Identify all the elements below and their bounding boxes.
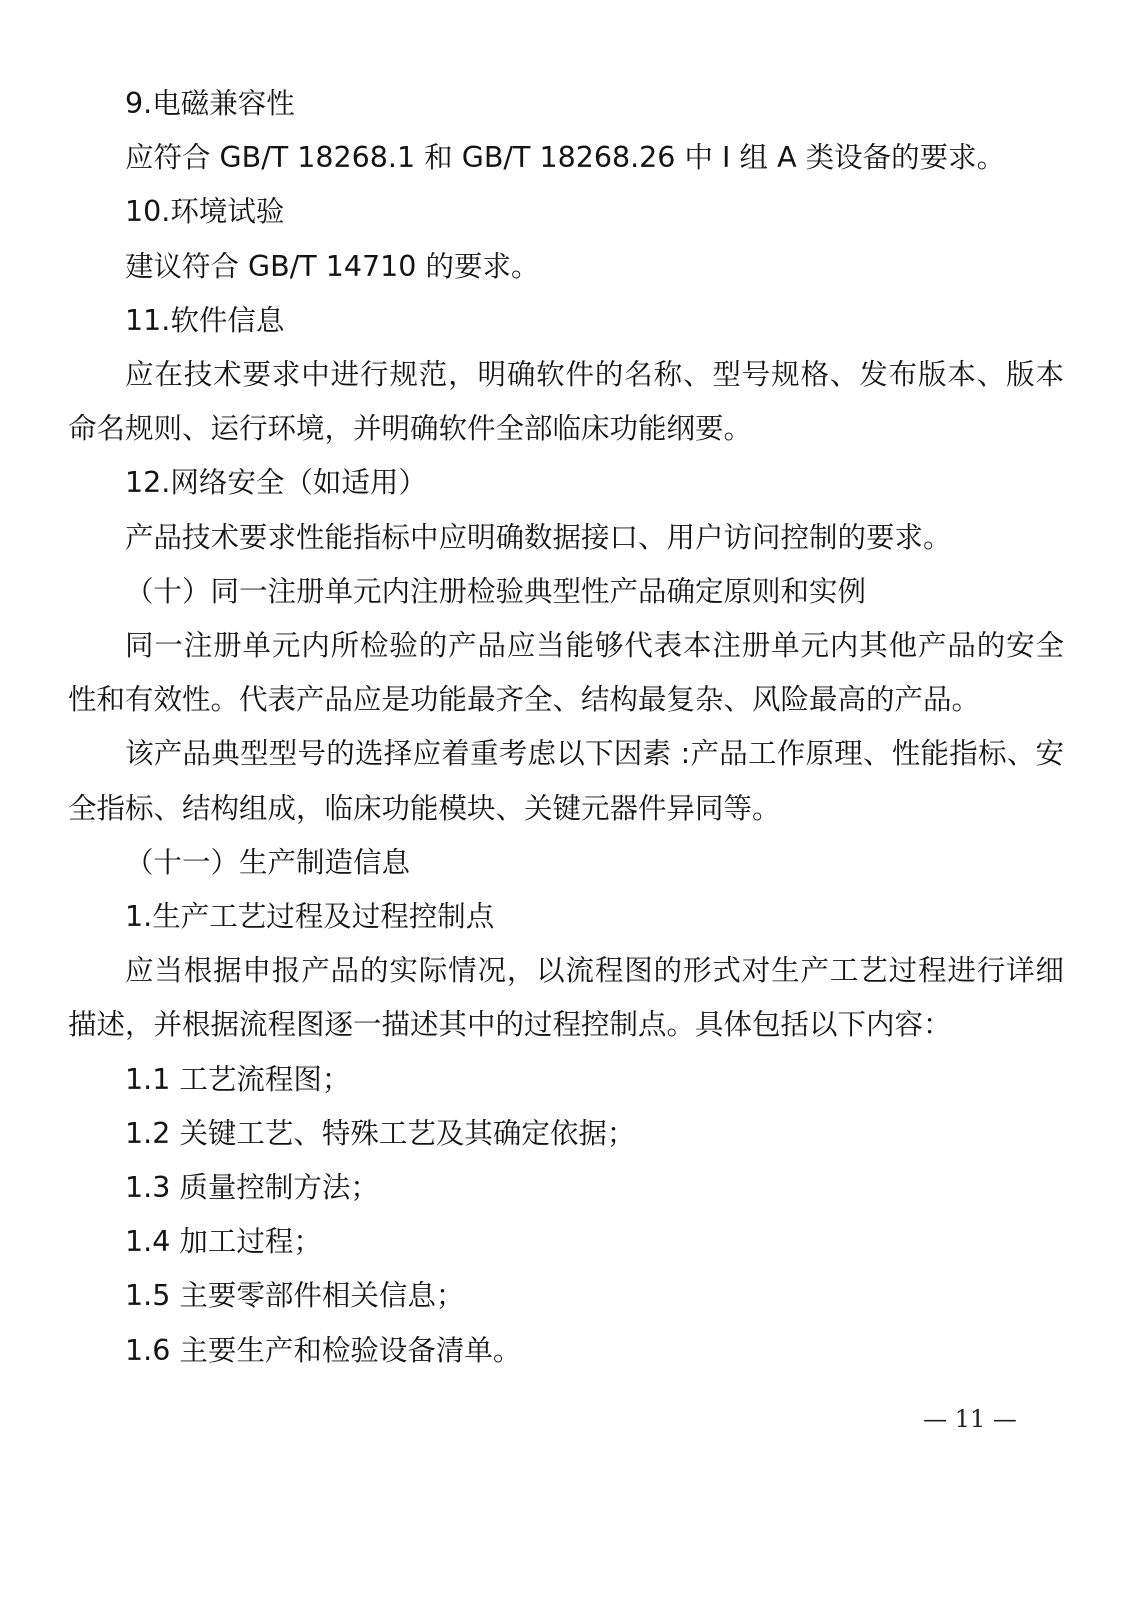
document-body [68, 77, 1064, 1378]
page-number: — 11 — [923, 1405, 1017, 1433]
paragraph-typical-product-principle: 同一注册单元内所检验的产品应当能够代表本注册单元内其他产品的安全性和有效性。代表产品应是功能最齐全、结构最复杂、风险最高的产品。 [68, 629, 1064, 717]
heading-emc: 9.电磁兼容性 [125, 87, 295, 120]
heading-software-info: 11.软件信息 [125, 303, 285, 337]
paragraph-typical-model-factors: 该产品典型型号的选择应着重考虑以下因素 :产品工作原理、性能指标、安全指标、结构组成，临床功能模块、关键元器件异同等。 [68, 737, 1064, 825]
section-heading-manufacturing: （十一）生产制造信息 [125, 845, 411, 879]
list-item-quality-control: 1.3 质量控制方法； [125, 1171, 379, 1205]
list-item-equipment-list: 1.6 主要生产和检验设备清单。 [125, 1333, 522, 1367]
list-item-key-processes: 1.2 关键工艺、特殊工艺及其确定依据； [125, 1116, 636, 1150]
paragraph-network-requirement: 产品技术要求性能指标中应明确数据接口、用户访问控制的要求。 [125, 520, 952, 554]
list-item-processing: 1.4 加工过程； [125, 1225, 322, 1259]
paragraph-emc-requirement: 应符合 GB/T 18268.1 和 GB/T 18268.26 中 I 组 A 类设备的要求。 [125, 141, 1006, 175]
list-item-process-flowchart: 1.1 工艺流程图； [125, 1062, 351, 1096]
section-heading-typical-product: （十）同一注册单元内注册检验典型性产品确定原则和实例 [125, 574, 867, 608]
list-item-main-components: 1.5 主要零部件相关信息； [125, 1279, 465, 1313]
heading-environment-test: 10.环境试验 [125, 195, 285, 229]
paragraph-software-requirement: 应在技术要求中进行规范，明确软件的名称、型号规格、发布版本、版本命名规则、运行环境，并明确软件全部临床功能纲要。 [68, 358, 1064, 446]
paragraph-process-description: 应当根据申报产品的实际情况，以流程图的形式对生产工艺过程进行详细描述，并根据流程图逐一描述其中的过程控制点。具体包括以下内容： [68, 954, 1064, 1042]
heading-network-security: 12.网络安全（如适用） [125, 466, 427, 500]
paragraph-environment-requirement: 建议符合 GB/T 14710 的要求。 [125, 249, 540, 283]
heading-process-control: 1.生产工艺过程及过程控制点 [125, 900, 495, 934]
